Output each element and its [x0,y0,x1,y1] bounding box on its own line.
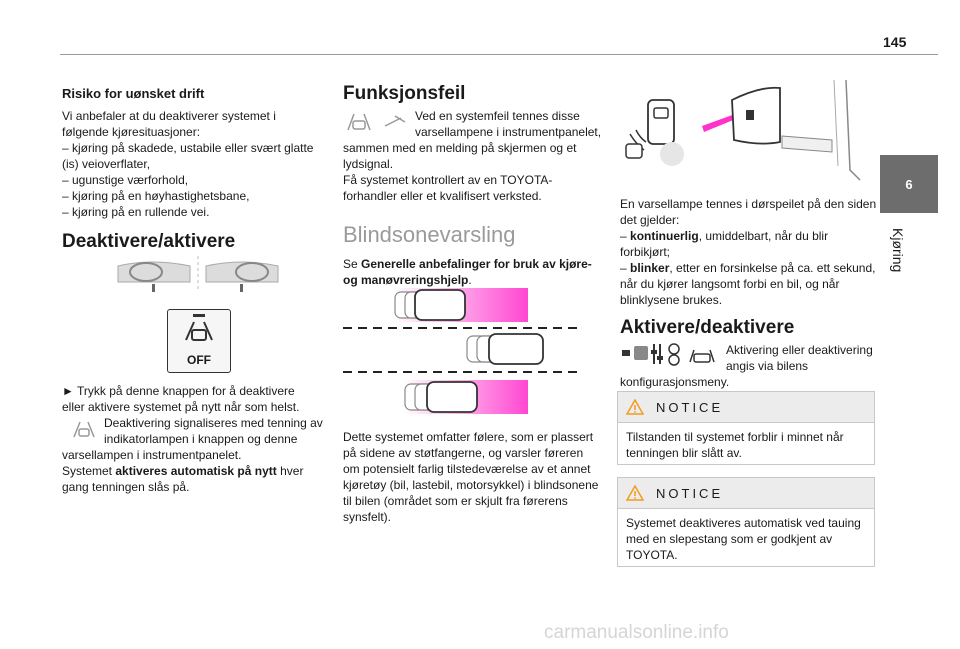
watermark-footer[interactable]: carmanualsonline.info [544,622,729,643]
fault-line: sammen med en melding på skjermen og et [343,141,577,155]
chapter-title: Kjøring [890,228,906,273]
text-fragment: – [620,261,631,275]
right-column [620,196,878,390]
left-lower [62,383,332,495]
bold-fragment: og manøvreringshjelp [343,273,469,287]
dashboard-illustration [112,252,284,296]
notice-title: NOTICE [656,485,724,501]
off-label: OFF [187,353,211,367]
warning-lamp-icon [72,419,96,439]
risk-text [62,108,332,220]
signal-line: indikatorlampen i knappen og denne [104,432,298,446]
notice-box-towing [617,477,875,567]
text-fragment: , umiddelbart, når du blir [698,229,829,243]
blink-text [620,260,878,276]
bold-fragment: blinker [630,261,670,275]
lamp-line: En varsellampe tennes i dørspeilet på den siden [620,197,877,211]
fault-heading: Funksjonsfeil [343,83,466,104]
config-menu-icons [620,342,720,366]
warning-triangle-icon [626,399,644,415]
middle-column [343,83,608,288]
notice-line: Tilstanden til systemet forblir i minnet når [626,430,844,444]
blind-spot-off-button[interactable] [167,309,231,373]
risk-line: følgende kjøresituasjoner: [62,125,201,139]
activate-heading: Aktivere/deaktivere [620,317,795,338]
fault-line: forhandler eller et kvalifisert verksted. [343,189,542,203]
risk-line: – kjøring på en rullende vei. [62,205,210,219]
fault-icon-block [343,108,608,140]
risk-line: – kjøring på en høyhastighetsbane, [62,189,250,203]
fault-warning-icons [345,110,411,134]
notice-body [618,509,874,569]
text-fragment: – [620,229,631,243]
text-fragment: hver [276,464,304,478]
blind-spot-heading: Blindsonevarsling [343,222,516,247]
notice-header [618,478,874,509]
notice-line: tenningen blir slått av. [626,446,742,460]
risk-line: – kjøring på skadede, ustabile eller svært glatte [62,141,314,155]
press-line: eller aktivere systemet på nytt når som helst. [62,400,300,414]
notice-line: TOYOTA. [626,548,678,562]
text-fragment: Se [343,257,362,271]
notice-line: Systemet deaktiveres automatisk ved tauing [626,516,861,530]
desc-line: kjøretøy (bil, lastebil, motorsykkel) i blindsonene [343,478,599,492]
notice-body [618,423,874,467]
door-mirror-illustration [620,80,870,190]
after-line: varsellampen i instrumentpanelet. [62,448,242,462]
fault-line: varsellampene i instrumentpanelet, [415,125,602,139]
desc-line: synsfelt). [343,510,392,524]
risk-line: – ugunstige værforhold, [62,173,189,187]
warning-triangle-icon [626,485,644,501]
left-column [62,86,332,250]
menu-line: Aktivering eller deaktivering [726,343,873,357]
bold-fragment: Generelle anbefalinger for bruk av kjøre- [361,257,592,271]
continuous-text [620,228,878,244]
notice-header [618,392,874,423]
fault-line: Ved en systemfeil tennes disse [415,109,580,123]
fault-line: lydsignal. [343,157,394,171]
bold-fragment: kontinuerlig [630,229,699,243]
notice-title: NOTICE [656,399,724,415]
text-fragment: , etter en forsinkelse på ca. ett sekund, [669,261,876,275]
deactivate-heading: Deaktivere/aktivere [62,231,236,252]
desc-line: på sidene av støtfangerne, og varsler føreren [343,446,584,460]
blind-spot-icon [168,310,230,350]
press-line: ► Trykk på denne knappen for å deaktivere [62,384,295,398]
desc-line: til bilen (området som er skjult fra førerens [343,494,568,508]
text-fragment: . [468,273,472,287]
risk-line: Vi anbefaler at du deaktiverer systemet i [62,109,276,123]
see-reference [343,256,608,272]
bold-fragment: aktiveres automatisk på nytt [115,464,277,478]
continuous-line: forbikjørt; [620,245,671,259]
signal-block [62,415,332,447]
fault-line: Få systemet kontrollert av en TOYOTA- [343,173,553,187]
signal-line: Deaktivering signaliseres med tenning av [104,416,323,430]
menu-icon-block [620,342,878,374]
top-rule [60,54,938,55]
menu-line: konfigurasjonsmeny. [620,375,730,389]
blink-line: når du kjører langsomt forbi en bil, og når [620,277,840,291]
desc-line: om potensielt farlig tilstedeværelse av et annet [343,462,591,476]
notice-line: med en slepestang som er godkjent av [626,532,833,546]
risk-line: (is) veioverflater, [62,157,151,171]
chapter-tab[interactable]: 6 [880,155,938,213]
blink-line: blinklysene brukes. [620,293,723,307]
desc-line: Dette systemet omfatter følere, som er plassert [343,430,594,444]
text-fragment: Systemet [62,464,116,478]
blind-spot-road-illustration [343,286,583,416]
menu-line: angis via bilens [726,359,809,373]
auto-line: gang tenningen slås på. [62,480,190,494]
notice-box-memory [617,391,875,465]
auto-reactivate-text [62,463,332,479]
middle-lower [343,429,608,525]
page-number: 145 [883,34,907,50]
lamp-line: det gjelder: [620,213,680,227]
risk-heading: Risiko for uønsket drift [62,86,205,101]
